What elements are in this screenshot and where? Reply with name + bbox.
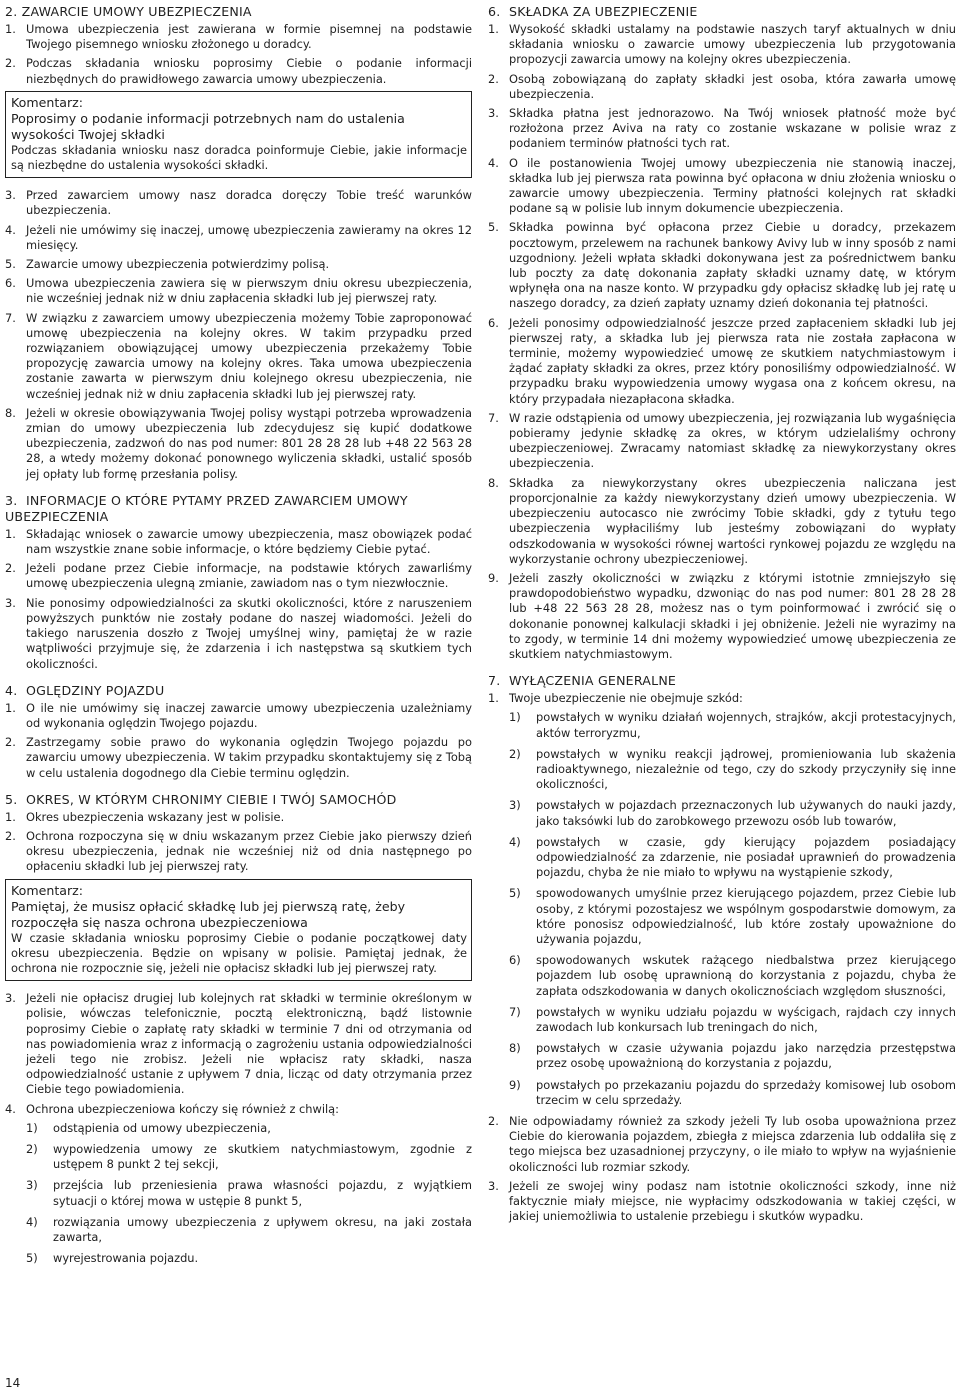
paragraph-number: 6. [488, 315, 499, 330]
paragraph-number: 2. [488, 71, 499, 86]
section-title: INFORMACJE O KTÓRE PYTAMY PRZED ZAWARCIEM UMOWY UBEZPIECZENIA [5, 492, 408, 524]
section-title: 2. ZAWARCIE UMOWY UBEZPIECZENIA [5, 4, 252, 19]
paragraph-text: Ochrona ubezpieczeniowa kończy się również z chwilą: [26, 1101, 339, 1116]
section-number: 3. [5, 492, 18, 508]
sub-item-number: 3) [26, 1178, 38, 1193]
paragraph-number: 2. [488, 1114, 499, 1128]
section [5, 683, 472, 781]
paragraph-number: 3. [5, 595, 16, 610]
paragraph-text: Składka płatna jest jednorazowo. Na Twój wniosek płatność może być rozłożona przez Aviva na raty co zostanie wskazane w polisie wraz z podaniem terminów płatności tych rat. [509, 106, 956, 151]
sub-item-number: 6) [509, 953, 521, 968]
numbered-paragraph [5, 561, 472, 591]
sub-item [509, 747, 956, 793]
page-number: 14 [5, 1376, 21, 1390]
sub-item-number: 2) [26, 1141, 38, 1156]
paragraph-number: 4. [488, 155, 499, 170]
paragraph-text: Nie ponosimy odpowiedzialności za skutki okoliczności, które z naruszeniem powyższych punktów nie zostały podane do naszej wiadomości. Jeżeli do takiego naruszenia doszło z Twojej umyślnej winy, pamiętaj że w razie wątpliwości przyjmuje się, że zdarzenia i ich następstwa są skutkiem tych okoliczności. [26, 595, 472, 671]
numbered-paragraph [5, 810, 472, 825]
numbered-paragraph [5, 829, 472, 875]
sub-item [26, 1178, 472, 1208]
sub-item [509, 1041, 956, 1071]
paragraph-number: 1. [5, 700, 16, 715]
sub-item-number: 7) [509, 1004, 521, 1019]
paragraph-number: 8. [488, 475, 499, 490]
paragraph-number: 3. [5, 188, 16, 203]
numbered-paragraph [488, 571, 956, 662]
paragraph-number: 5. [5, 257, 16, 272]
paragraph-text: Okres ubezpieczenia wskazany jest w polisie. [26, 809, 285, 824]
sub-item-text: powstałych w czasie, gdy kierujący pojazdem posiadający odpowiedzialność za zdarzenie, nie posiadał uprawnień do prowadzenia pojazdu, chyba że nie miało to wpływu na wystąpienie szkody, [536, 834, 956, 880]
sub-item-text: wypowiedzenia umowy ze skutkiem natychmiastowym, zgodnie z ustępem 8 punkt 2 tej sekcji, [53, 1141, 472, 1172]
paragraph-number: 6. [5, 276, 16, 291]
paragraph-text: Podczas składania wniosku poprosimy Ciebie o podanie informacji niezbędnych do prawidłowego zawarcia umowy ubezpieczenia. [26, 56, 472, 86]
sub-item [26, 1121, 472, 1136]
section [488, 673, 956, 1224]
sub-item-text: powstałych w wyniku reakcji jądrowej, promieniowania lub skażenia radioaktywnego, niezależnie od tego, czy do szkody przyczyniły się inne okoliczności, [536, 746, 956, 792]
numbered-paragraph [5, 188, 472, 218]
section-title: SKŁADKA ZA UBEZPIECZENIE [509, 4, 698, 19]
section [5, 493, 472, 672]
numbered-paragraph [488, 411, 956, 472]
numbered-paragraph [5, 596, 472, 672]
numbered-paragraph [488, 22, 956, 68]
sub-item-number: 4) [26, 1214, 38, 1229]
paragraph-text: Zawarcie umowy ubezpieczenia potwierdzimy polisą. [26, 257, 330, 272]
section-number: 5. [5, 791, 18, 807]
numbered-paragraph [488, 1114, 956, 1175]
section-heading [5, 493, 472, 525]
numbered-paragraph [5, 406, 472, 482]
numbered-paragraph [488, 106, 956, 152]
paragraph-text: Jeżeli ponosimy odpowiedzialność jeszcze przed zapłaceniem składki lub jej pierwszej raty, a składka lub jej pierwsza rata nie została zapłacona w terminie, możemy wypowiedzieć umowę ze skutkiem natychmiastowym i żądać zapłaty składki za okres, przez który ponosiliśmy odpowiedzialność. W przypadku braku wypowiedzenia umowy wygasa ona z końcem okresu, na który przypadała niezapłacona składka. [509, 315, 956, 406]
sub-item-number: 1) [509, 710, 521, 725]
section-title: OKRES, W KTÓRYM CHRONIMY CIEBIE I TWÓJ SAMOCHÓD [26, 791, 397, 807]
paragraph-text: Jeżeli zaszły okoliczności w związku z którymi istotnie zmniejszyło się prawdopodobieństwo wypadku, dzwoniąc do nas pod numer: 801 28 28 28 lub +48 22 563 28 28, możesz nas o tym poinformować i zwrócić się o dokonanie ponownej kalkulacji składki i jej obniżenie. Jeżeli nie wyrazimy na to zgody, w terminie 14 dni możemy wypowiedzieć umowę ubezpieczenia ze skutkiem natychmiastowym. [509, 570, 956, 661]
paragraph-number: 1. [5, 526, 16, 541]
paragraph-text: Umowa ubezpieczenia zawiera się w pierwszym dniu okresu ubezpieczenia, nie wcześniej jednak niż w dniu zapłacenia składki lub jej pierwszej raty. [26, 276, 472, 306]
section-heading [5, 4, 472, 20]
sub-item-number: 5) [509, 886, 521, 901]
sub-item-number: 8) [509, 1041, 521, 1056]
comment-box [5, 91, 472, 178]
sub-item-text: powstałych w wyniku udziału pojazdu w wyścigach, rajdach czy innych zawodach lub konkursach lub treningach do nich, [536, 1004, 956, 1034]
section-heading [5, 683, 472, 699]
section-number: 6. [488, 4, 501, 19]
paragraph-text: W razie odstąpienia od umowy ubezpieczenia, jej rozwiązania lub wygaśnięcia pobieramy jedynie składkę za okres, w którym udzielaliśmy ochrony ubezpieczeniowej. Zwracamy natomiast składkę za niewykorzystany okres ubezpieczenia. [509, 410, 956, 471]
numbered-paragraph [5, 223, 472, 253]
paragraph-text: Ochrona rozpoczyna się w dniu wskazanym przez Ciebie jako pierwszy dzień okresu ubezpieczenia, jednak nie wcześniej niż od dnia następnego po opłaceniu składki lub jej pierwszej raty. [26, 828, 472, 874]
sub-item-number: 2) [509, 746, 521, 761]
sub-item-number: 5) [26, 1251, 38, 1266]
sub-item [509, 798, 956, 828]
numbered-paragraph [5, 22, 472, 52]
sub-item-number: 9) [509, 1077, 521, 1092]
paragraph-text: O ile postanowienia Twojej umowy ubezpieczenia nie stanowią inaczej, składka lub jej pierwsza rata powinna być opłacona w dniu złożenia wniosku o zawarcie umowy ubezpieczenia. Terminy płatności kolejnych rat składki podane są w polisie lub innym dokumencie ubezpieczenia. [509, 155, 956, 216]
comment-box [5, 879, 472, 982]
numbered-paragraph [5, 56, 472, 86]
paragraph-number: 8. [5, 405, 16, 420]
sub-item [26, 1142, 472, 1172]
sub-item-text: powstałych po przekazaniu pojazdu do sprzedaży komisowej lub osobom trzecim w celu sprzedaży. [536, 1077, 956, 1107]
paragraph-number: 2. [5, 735, 16, 750]
sub-item [509, 953, 956, 999]
numbered-paragraph [5, 1102, 472, 1117]
numbered-paragraph [488, 156, 956, 217]
section [5, 792, 472, 1267]
paragraph-text: Twoje ubezpieczenie nie obejmuje szkód: [509, 691, 743, 706]
paragraph-text: Jeżeli w okresie obowiązywania Twojej polisy wystąpi potrzeba wprowadzenia zmian do umowy ubezpieczenia lub zdecydujesz się kupić dodatkowe ubezpieczenia, zadzwoń do nas pod numer: 801 28 28 28 lub +48 22 563 28 28, a wtedy możemy dokonać ponownego wyliczenia składki, ustalić sposób jej opłaty lub formę przesłania polisy. [26, 405, 472, 481]
sub-item-text: wyrejestrowania pojazdu. [53, 1251, 199, 1266]
numbered-paragraph [5, 527, 472, 557]
sub-item-number: 1) [26, 1120, 38, 1135]
section-number: 7. [488, 673, 501, 689]
paragraph-text: Zastrzegamy sobie prawo do wykonania oględzin Twojego pojazdu po zawarciu umowy ubezpieczenia. W takim przypadku skontaktujemy się z Tobą w celu ustalenia dogodnego dla Ciebie terminu oględzin. [26, 735, 472, 780]
paragraph-number: 1. [488, 22, 499, 36]
paragraph-number: 7. [5, 310, 16, 325]
paragraph-text: Jeżeli ze swojej winy podasz nam istotnie okoliczności szkody, inne niż faktycznie miały miejsce, nie wypłacimy odszkodowania w takiej części, w jakiej uniemożliwia to ustalenie przebiegu i skutków wypadku. [509, 1178, 956, 1224]
paragraph-text: Umowa ubezpieczenia jest zawierana w formie pisemnej na podstawie Twojego pisemnego wniosku złożonego u doradcy. [26, 22, 472, 52]
sub-item-text: spowodowanych wskutek rażącego niedbalstwa przez kierującego pojazdem lub osobę uprawnioną do korzystania z pojazdu, chyba że zapłata odszkodowania w danych okolicznościach względom słuszności, [536, 953, 956, 998]
sub-item-number: 3) [509, 798, 521, 813]
sub-item-number: 4) [509, 834, 521, 849]
numbered-paragraph [488, 220, 956, 311]
paragraph-number: 2. [5, 56, 16, 71]
paragraph-text: Osobą zobowiązaną do zapłaty składki jest osoba, która zawarła umowę ubezpieczenia. [509, 71, 956, 101]
numbered-paragraph [488, 1179, 956, 1225]
paragraph-number: 4. [5, 222, 16, 237]
sub-item-text: powstałych w pojazdach przeznaczonych lub używanych do nauki jazdy, jako taksówki lub do zarobkowego przewozu osób lub towarów, [536, 798, 956, 828]
paragraph-text: Jeżeli nie umówimy się inaczej, umowę ubezpieczenia zawieramy na okres 12 miesięcy. [26, 222, 472, 252]
sub-item [26, 1251, 472, 1266]
paragraph-number: 3. [488, 106, 499, 121]
paragraph-number: 3. [5, 991, 16, 1006]
sub-item [26, 1215, 472, 1245]
paragraph-text: O ile nie umówimy się inaczej zawarcie umowy ubezpieczenia uzależniamy od wykonania oględzin Twojego pojazdu. [26, 700, 472, 730]
numbered-paragraph [5, 311, 472, 402]
left-column [5, 4, 472, 1277]
numbered-paragraph [488, 316, 956, 407]
numbered-paragraph [5, 735, 472, 781]
comment-label: Komentarz: [11, 94, 84, 110]
paragraph-number: 1. [5, 22, 16, 36]
section-title: WYŁĄCZENIA GENERALNE [509, 673, 677, 689]
section [5, 4, 472, 482]
sub-item [509, 886, 956, 947]
sub-item [509, 710, 956, 740]
paragraph-number: 3. [488, 1178, 499, 1193]
comment-title: Poprosimy o podanie informacji potrzebnych nam do ustalenia wysokości Twojej składki [11, 110, 405, 142]
paragraph-number: 2. [5, 561, 16, 576]
paragraph-number: 5. [488, 220, 499, 235]
comment-title: Pamiętaj, że musisz opłacić składkę lub jej pierwszą ratę, żeby rozpoczęła się nasza ochrona ubezpieczeniowa [11, 898, 406, 930]
numbered-paragraph [488, 476, 956, 567]
comment-body: Podczas składania wniosku nasz doradca poinformuje Ciebie, jakie informacje są niezbędne do ustalenia wysokości składki. [11, 142, 467, 173]
section [488, 4, 956, 662]
sub-item-text: powstałych w wyniku działań wojennych, strajków, akcji protestacyjnych, aktów terroryzmu, [536, 710, 956, 740]
numbered-paragraph [5, 257, 472, 272]
paragraph-text: Wysokość składki ustalamy na podstawie naszych taryf aktualnych w dniu składania wniosku o zawarcie umowy ubezpieczenia lub przygotowania propozycji zawarcia umowy na kolejny okres ubezpieczenia. [509, 22, 956, 67]
sub-item-text: przejścia lub przeniesienia prawa własności pojazdu, z wyjątkiem sytuacji o której mowa w ustępie 8 punkt 5, [53, 1178, 472, 1208]
paragraph-text: Nie odpowiadamy również za szkody jeżeli Ty lub osoba upoważniona przez Ciebie do kierowania pojazdem, zbiegła z miejsca zdarzenia lub oddaliła się z tego miejsca bez uzasadnionej przyczyny, o ile miało to wpływ na wyjaśnienie okoliczności lub rozmiar szkody. [509, 1114, 956, 1174]
paragraph-number: 7. [488, 410, 499, 425]
paragraph-text: Jeżeli podane przez Ciebie informacje, na podstawie których zawarliśmy umowę ubezpieczenia ulegną zmianie, zawiadom nas o tym niezwłocznie. [26, 561, 472, 591]
numbered-paragraph [488, 72, 956, 102]
numbered-paragraph [5, 991, 472, 1097]
paragraph-text: Składka powinna być opłacona przez Ciebie u doradcy, przekazem pocztowym, przelewem na rachunek bankowy Avivy lub w inny sposób z nami uzgodniony. Jeżeli wpłata składki dokonywana jest za pośrednictwem banku lub poczty za datę dokonania zapłaty składki uznamy datę, w którym wpłynęła ona na nasze konto. W przypadku gdy opłacisz składkę lub jej ratę u naszego doradcy, za dzień zapłaty uznamy dzień dokonania tej płatności. [509, 220, 956, 311]
paragraph-text: Składając wniosek o zawarcie umowy ubezpieczenia, masz obowiązek podać nam wszystkie znane sobie informacje, o które będziemy Ciebie pytać. [26, 526, 472, 557]
sub-item [509, 1005, 956, 1035]
sub-item-text: spowodowanych umyślnie przez kierującego pojazdem, przez Ciebie lub osoby, z którymi pozostajesz we wspólnym gospodarstwie domowym, za które ponosisz odpowiedzialność, lub które zostały upoważnione do używania pojazdu, [536, 886, 956, 946]
numbered-paragraph [5, 276, 472, 306]
section-heading [488, 4, 956, 20]
paragraph-number: 1. [5, 809, 16, 824]
comment-label: Komentarz: [11, 882, 84, 898]
section-title: OGLĘDZINY POJAZDU [26, 682, 165, 698]
section-number: 4. [5, 682, 18, 698]
paragraph-text: Przed zawarciem umowy nasz doradca doręczy Tobie treść warunków ubezpieczenia. [26, 188, 472, 218]
section-heading [488, 673, 956, 689]
paragraph-text: Jeżeli nie opłacisz drugiej lub kolejnych rat składki w terminie określonym w polisie, wówczas telefonicznie, pocztą elektroniczną, bądź listownie poprosimy Ciebie o zapłatę raty składki w terminie 7 dni od otrzymania od nas powiadomienia wraz z informacją o zagrożeniu ustania odpowiedzialności jeżeli tego nie zrobisz. Jeżeli nie wpłacisz raty składki, nasza odpowiedzialność ustanie z upływem 7 dnia, licząc od daty otrzymania przez Ciebie tego powiadomienia. [26, 991, 472, 1097]
sub-item [509, 835, 956, 881]
paragraph-text: Składka za niewykorzystany okres ubezpieczenia naliczana jest proporcjonalnie za każdy niewykorzystany dzień umowy ubezpieczenia. W ubezpieczeniu autocasco nie zwrócimy Tobie składki, gdy z tytułu tego ubezpieczenia wypłaciliśmy lub jesteśmy zobowiązani do wypłaty odszkodowania w wysokości równej wartości rynkowej pojazdu ze względu na wykorzystanie ochrony ubezpieczeniowej. [509, 475, 956, 566]
sub-item-text: powstałych w czasie używania pojazdu jako narzędzia przestępstwa przez osobę upoważnioną do korzystania z pojazdu, [536, 1041, 956, 1071]
paragraph-text: W związku z zawarciem umowy ubezpieczenia możemy Tobie zaproponować umowę ubezpieczenia na kolejny okres. W takim przypadku przed rozwiązaniem obowiązującej umowy ubezpieczenia przekażemy Tobie propozycję zawarcia umowy na kolejny okres. Taka umowa ubezpieczenia zostanie zawarta w pierwszym dniu kolejnego okresu ubezpieczenia, nie wcześniej jednak niż w dniu zapłacenia składki lub jej pierwszej raty. [26, 310, 472, 401]
paragraph-number: 4. [5, 1101, 16, 1116]
numbered-paragraph [488, 691, 956, 706]
sub-item [509, 1078, 956, 1108]
paragraph-number: 9. [488, 570, 499, 585]
numbered-paragraph [5, 701, 472, 731]
paragraph-number: 2. [5, 828, 16, 843]
paragraph-number: 1. [488, 691, 499, 706]
right-column [488, 4, 956, 1235]
section-heading [5, 792, 472, 808]
comment-body: W czasie składania wniosku poprosimy Ciebie o podanie początkowej daty okresu ubezpieczenia. Będzie on wpisany w polisie. Pamiętaj jednak, że ochrona nie rozpocznie się, jeżeli nie opłacisz składki lub jej pierwszej raty. [11, 930, 467, 975]
sub-item-text: rozwiązania umowy ubezpieczenia z upływem okresu, na jaki została zawarta, [53, 1214, 472, 1244]
sub-item-text: odstąpienia od umowy ubezpieczenia, [53, 1120, 271, 1135]
